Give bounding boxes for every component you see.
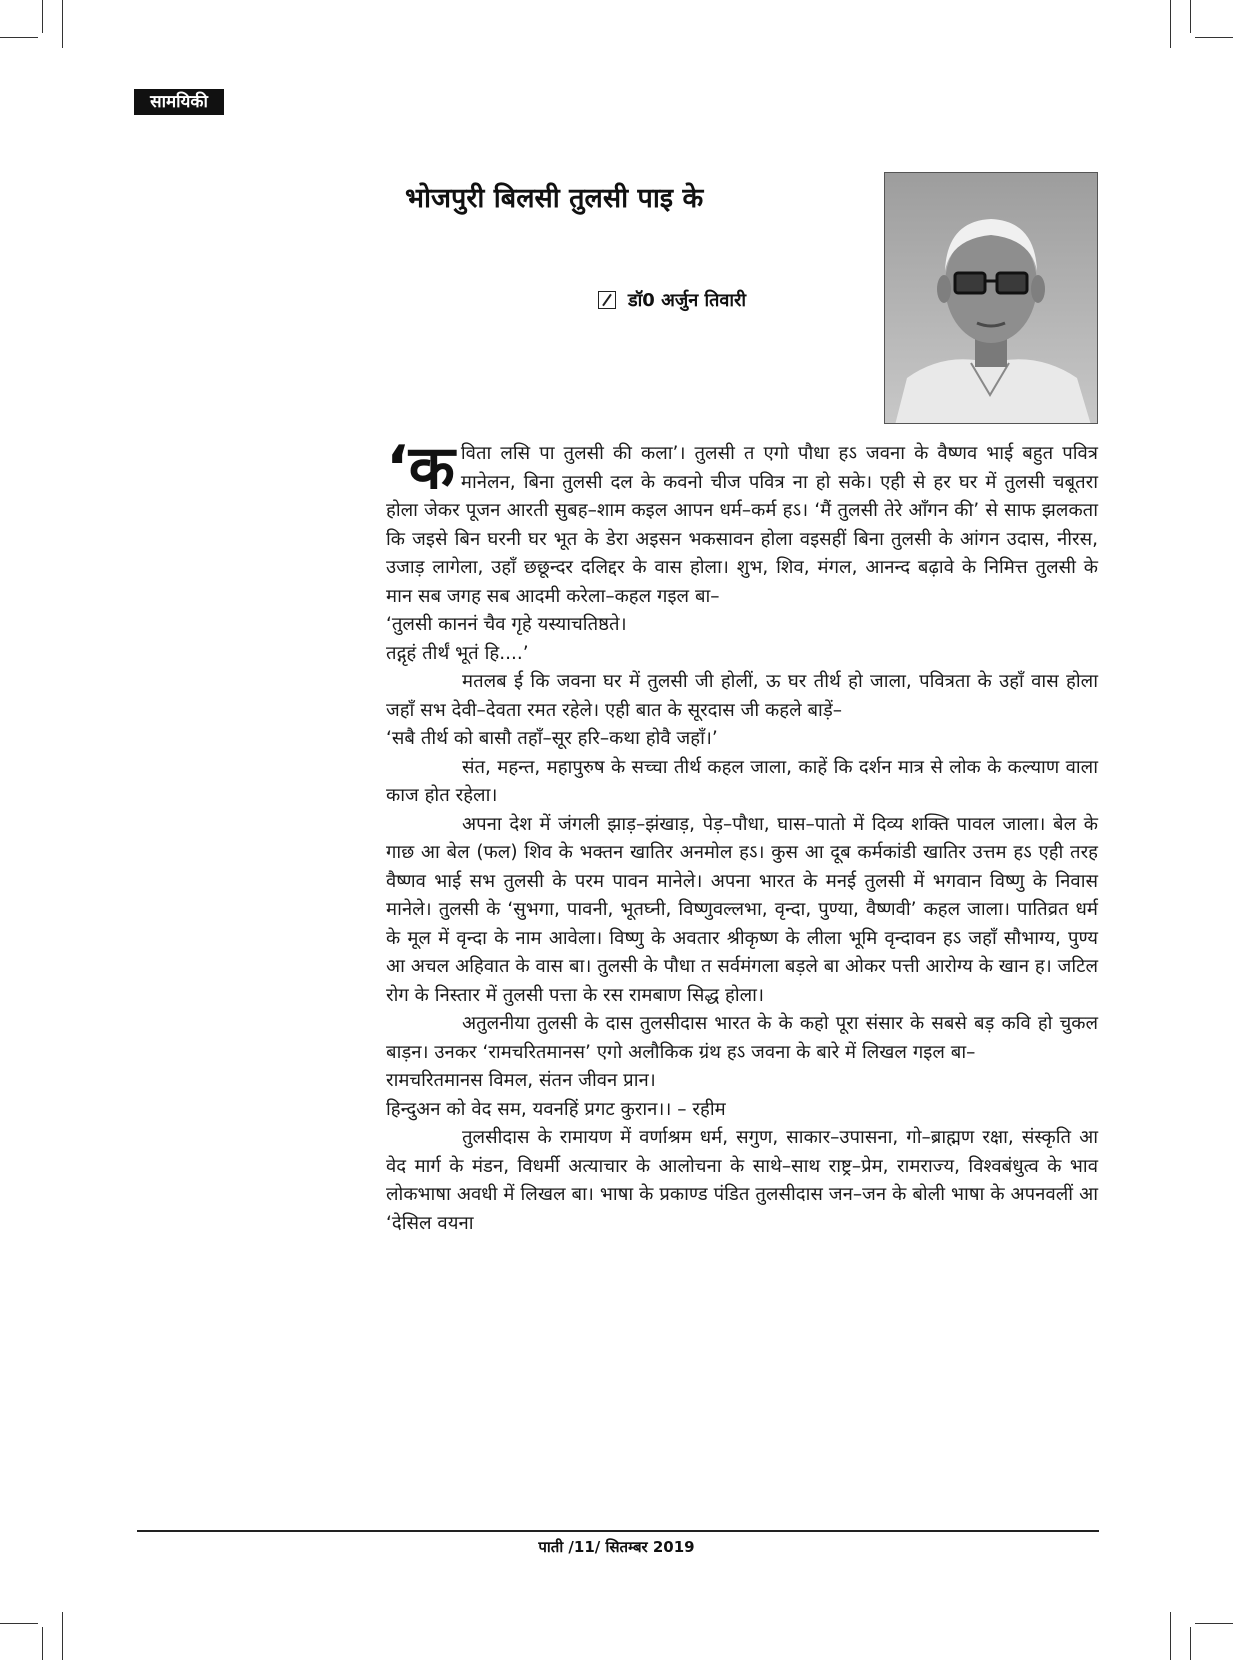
verse-line: ‘तुलसी काननं चैव गृहे यस्याचतिष्ठते। [386,614,627,635]
section-label: सामयिकी [134,89,224,115]
footer-divider [137,1530,1099,1532]
author-photo [884,172,1098,424]
paragraph-text: विता लसि पा तुलसी की कला’। तुलसी त एगो पौधा हऽ जवना के वैष्णव भाई बहुत पवित्र मानेलन, बिना तुलसी दल के कवनो चीज पवित्र ना हो सके। एही से हर घर में तुलसी चबूतरा होला जेकर पूजन आरती सुबह–शाम कइल आपन धर्म–कर्म हऽ। ‘मैं तुलसी तेरे आँगन की’ से साफ झलकता कि जइसे बिन घरनी घर भूत के डेरा अइसन भकसावन होला वइसहीं बिना तुलसी के आंगन उदास, नीरस, उजाड़ लागेला, उहाँ छछून्दर दलिद्दर के वास होला। शुभ, शिव, मंगल, आनन्द बढ़ावे के निमित्त तुलसी के मान सब जगह सब आदमी करेला–कहल गइल बा– [386,443,1098,607]
crop-mark [1190,0,1191,33]
crop-mark [1195,1623,1233,1624]
paragraph: मतलब ई कि जवना घर में तुलसी जी होलीं, ऊ घर तीर्थ हो जाला, पवित्रता के उहाँ वास होला जहाँ सभ देवी–देवता रमत रहेले। एही बात के सूरदास जी कहले बाड़ें– [386,671,1098,721]
paragraph: तुलसीदास के रामायण में वर्णाश्रम धर्म, सगुण, साकार–उपासना, गो–ब्राह्मण रक्षा, संस्कृति आ वेद मार्ग के मंडन, विधर्मी अत्याचार के आलोचना के साथे–साथ राष्ट्र–प्रेम, रामराज्य, विश्वबंधुत्व के भाव लोकभाषा अवधी में लिखल बा। भाषा के प्रकाण्ड पंडित तुलसीदास जन–जन के बोली भाषा के अपनवलीं आ ‘देसिल वयना [386,1127,1098,1234]
crop-mark [1190,1627,1191,1660]
byline [598,288,746,312]
crop-mark [62,0,63,48]
paragraph: संत, महन्त, महापुरुष के सच्चा तीर्थ कहल जाला, काहें कि दर्शन मात्र से लोक के कल्याण वाला काज होत रहेला। [386,756,1098,806]
crop-mark [42,0,43,33]
crop-mark [0,1623,38,1624]
paragraph: अपना देश में जंगली झाड़–झंखाड़, पेड़–पौधा, घास–पातो में दिव्य शक्ति पावल जाला। बेल के गाछ आ बेल (फल) शिव के भक्तन खातिर अनमोल हऽ। कुस आ दूब कर्मकांडी खातिर उत्तम हऽ एही तरह वैष्णव भाई सभ तुलसी के परम पावन मानेले। अपना भारत के मनई तुलसी में भगवान विष्णु के निवास मानेले। तुलसी के ‘सुभगा, पावनी, भूतघ्नी, विष्णुवल्लभा, वृन्दा, पुण्या, वैष्णवी’ कहल जाला। पातिव्रत धर्म के मूल में वृन्दा के नाम आवेला। विष्णु के अवतार श्रीकृष्ण के लीला भूमि वृन्दावन हऽ जहाँ सौभाग्य, पुण्य आ अचल अहिवात के वास बा। तुलसी के पौधा त सर्वमंगला बड़ले बा ओकर पत्ती आरोग्य के खान ह। जटिल रोग के निस्तार में तुलसी पत्ता के रस रामबाण सिद्ध होला। [386,813,1098,1006]
crop-mark [1170,1612,1171,1660]
article-body [386,433,1098,1238]
crop-mark [42,1627,43,1660]
crop-mark [62,1612,63,1660]
crop-mark [1170,0,1171,48]
paragraph: अतुलनीया तुलसी के दास तुलसीदास भारत के के कहो पूरा संसार के सबसे बड़ कवि हो चुकल बाड़न। उनकर ‘रामचरितमानस’ एगो अलौकिक ग्रंथ हऽ जवना के बारे में लिखल गइल बा– [386,1013,1098,1063]
verse-line: हिन्दुअन को वेद सम, यवनहिं प्रगट कुरान।। – रहीम [386,1098,726,1120]
crop-mark [0,37,38,38]
pen-icon [598,291,616,309]
author-name: डॉ0 अर्जुन तिवारी [628,290,747,311]
verse-line: ‘सबै तीर्थ को बासौ तहाँ–सूर हरि–कथा होवै जहाँ।’ [386,728,718,749]
verse-line: तद्गृहं तीर्थं भूतं हि....’ [386,642,529,664]
crop-mark [1195,37,1233,38]
page-footer: पाती /11/ सितम्बर 2019 [538,1538,695,1556]
verse-line: रामचरितमानस विमल, संतन जीवन प्रान। [386,1070,656,1091]
article-title: भोजपुरी बिलसी तुलसी पाइ के [405,183,704,214]
paragraph [386,433,1098,611]
drop-cap: ‘क [386,433,455,503]
portrait-illustration [885,173,1098,424]
